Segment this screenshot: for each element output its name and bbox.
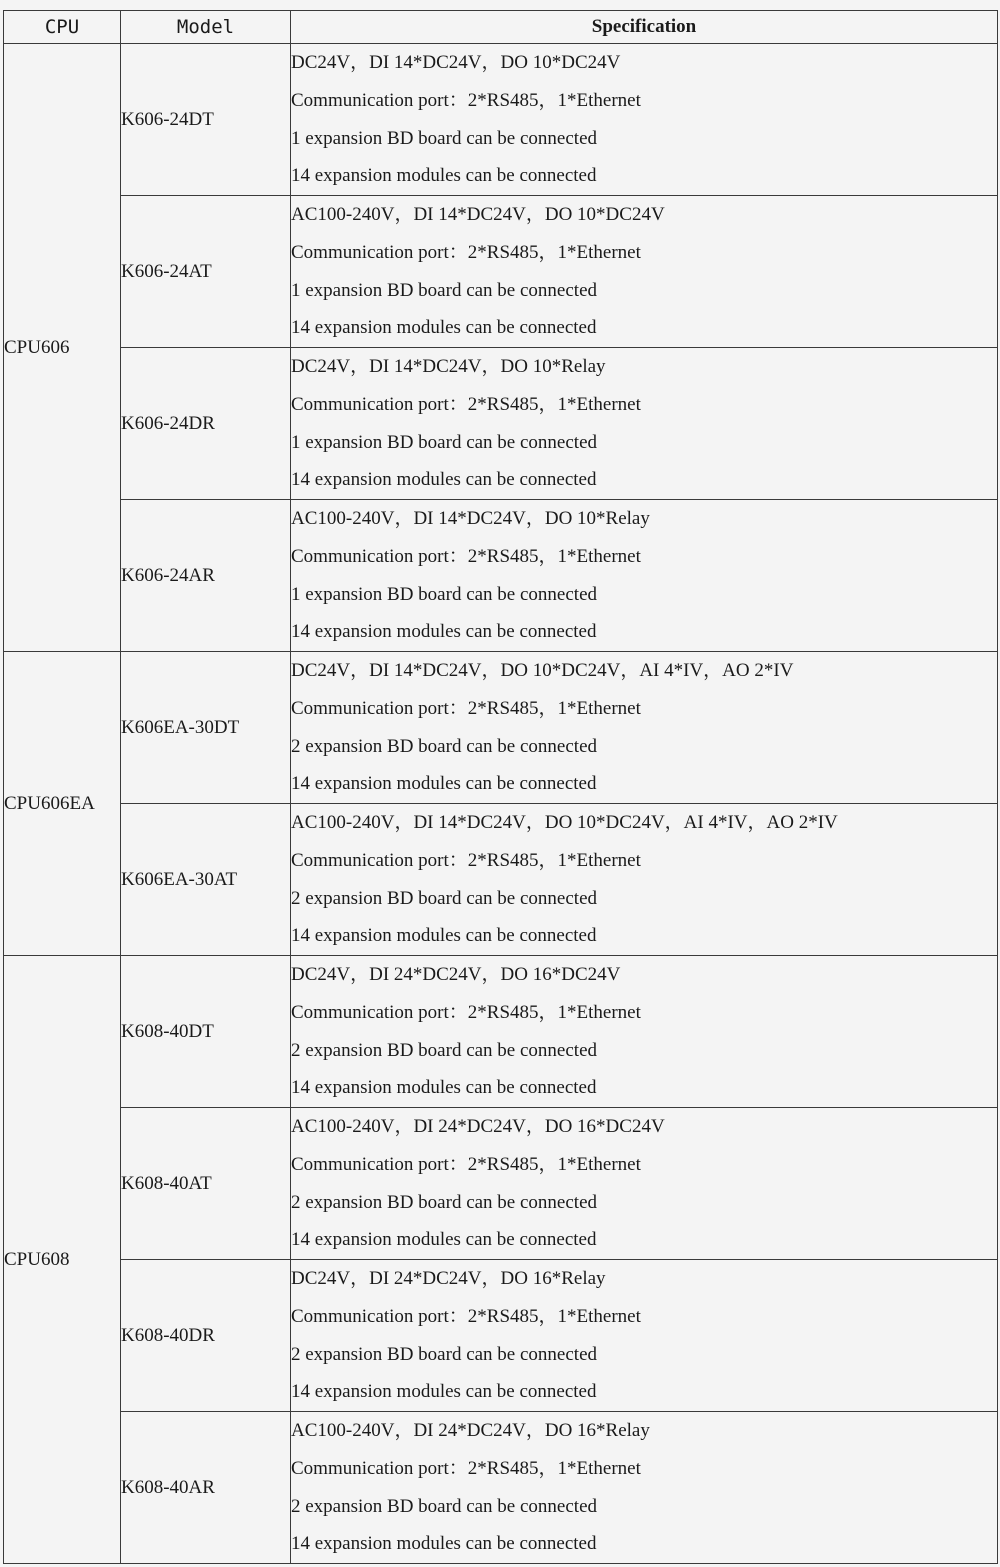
spec-line: 14 expansion modules can be connected [291,773,597,795]
specification-cell [291,652,998,804]
model-cell: K608-40DT [121,956,291,1108]
model-cell: K608-40DR [121,1260,291,1412]
specification-cell [291,956,998,1108]
table-row [4,500,998,652]
spec-line: Communication port：2*RS485，1*Ethernet [291,1457,641,1479]
spec-line: 2 expansion BD board can be connected [291,1343,598,1365]
model-cell: K608-40AT [121,1108,291,1260]
spec-line: 14 expansion modules can be connected [291,317,597,339]
spec-line: AC100-240V，DI 14*DC24V，DO 10*Relay [291,508,650,529]
table-body [4,44,998,1564]
table-row [4,804,998,956]
model-cell: K606-24AR [121,500,291,652]
model-cell: K606EA-30AT [121,804,291,956]
spec-line: 14 expansion modules can be connected [291,1077,597,1099]
spec-line: AC100-240V，DI 14*DC24V，DO 10*DC24V，AI 4*IV，AO 2*IV [291,812,838,833]
spec-line: DC24V，DI 24*DC24V，DO 16*Relay [291,1268,606,1289]
spec-line: 2 expansion BD board can be connected [291,1191,598,1213]
table-row [4,1108,998,1260]
model-cell: K606-24AT [121,196,291,348]
spec-table [3,10,998,1564]
cpu-cell: CPU608 [4,956,121,1564]
header-specification: Specification [291,11,998,44]
cpu-cell: CPU606EA [4,652,121,956]
spec-line: DC24V，DI 14*DC24V，DO 10*Relay [291,356,606,377]
model-cell: K606-24DR [121,348,291,500]
spec-line: DC24V，DI 24*DC24V，DO 16*DC24V [291,964,621,985]
spec-line: 14 expansion modules can be connected [291,925,597,947]
spec-line: Communication port：2*RS485，1*Ethernet [291,849,641,871]
spec-line: 1 expansion BD board can be connected [291,127,598,149]
spec-line: 2 expansion BD board can be connected [291,1039,598,1061]
specification-cell [291,1412,998,1564]
spec-line: 1 expansion BD board can be connected [291,279,598,301]
spec-line: Communication port：2*RS485，1*Ethernet [291,89,641,111]
table-header [4,11,998,44]
spec-line: AC100-240V，DI 14*DC24V，DO 10*DC24V [291,204,665,225]
spec-line: 14 expansion modules can be connected [291,469,597,491]
table-row [4,44,998,196]
spec-line: AC100-240V，DI 24*DC24V，DO 16*DC24V [291,1116,665,1137]
specification-cell [291,804,998,956]
table-row [4,1260,998,1412]
cpu-cell: CPU606 [4,44,121,652]
model-cell: K606-24DT [121,44,291,196]
spec-line: 1 expansion BD board can be connected [291,583,598,605]
model-cell: K606EA-30DT [121,652,291,804]
specification-cell [291,500,998,652]
specification-cell [291,44,998,196]
specification-cell [291,348,998,500]
spec-line: 2 expansion BD board can be connected [291,1495,598,1517]
spec-line: 2 expansion BD board can be connected [291,887,598,909]
spec-line: Communication port：2*RS485，1*Ethernet [291,1153,641,1175]
spec-line: 14 expansion modules can be connected [291,165,597,187]
model-cell: K608-40AR [121,1412,291,1564]
spec-line: Communication port：2*RS485，1*Ethernet [291,697,641,719]
spec-line: Communication port：2*RS485，1*Ethernet [291,241,641,263]
spec-line: 14 expansion modules can be connected [291,1381,597,1403]
spec-line: DC24V，DI 14*DC24V，DO 10*DC24V，AI 4*IV，AO 2*IV [291,660,794,681]
specification-cell [291,196,998,348]
spec-line: 14 expansion modules can be connected [291,621,597,643]
table-row [4,348,998,500]
header-row [4,11,998,44]
spec-line: 1 expansion BD board can be connected [291,431,598,453]
spec-line: Communication port：2*RS485，1*Ethernet [291,545,641,567]
spec-line: Communication port：2*RS485，1*Ethernet [291,393,641,415]
header-cpu: CPU [4,11,121,44]
table-row [4,652,998,804]
table-row [4,956,998,1108]
spec-line: Communication port：2*RS485，1*Ethernet [291,1305,641,1327]
spec-line: Communication port：2*RS485，1*Ethernet [291,1001,641,1023]
spec-line: 14 expansion modules can be connected [291,1229,597,1251]
specification-cell [291,1260,998,1412]
spec-line: AC100-240V，DI 24*DC24V，DO 16*Relay [291,1420,650,1441]
table-row [4,1412,998,1564]
spec-line: 14 expansion modules can be connected [291,1533,597,1555]
spec-line: DC24V，DI 14*DC24V，DO 10*DC24V [291,52,621,73]
specification-cell [291,1108,998,1260]
table-row [4,196,998,348]
header-model: Model [121,11,291,44]
spec-line: 2 expansion BD board can be connected [291,735,598,757]
